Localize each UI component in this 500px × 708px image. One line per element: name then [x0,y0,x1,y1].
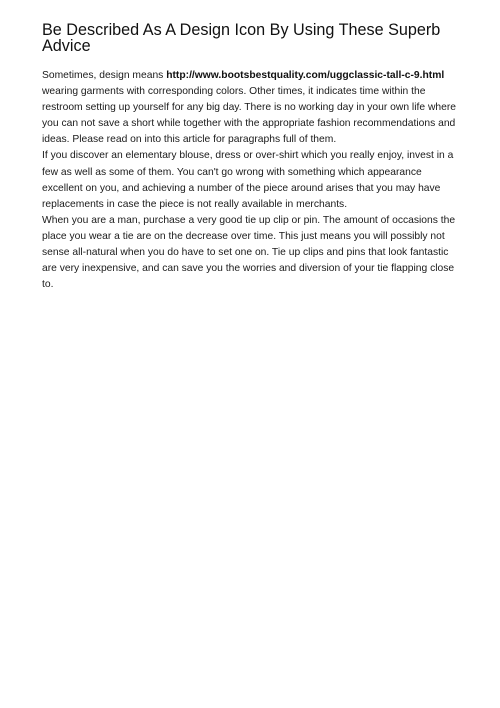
paragraph-1-lead: Sometimes, design means [42,70,167,81]
document-page [42,22,462,293]
paragraph-3: When you are a man, purchase a very good tie up clip or pin. The amount of occasions the place you wear a tie are on the decrease over time. This just means you will possibly not sense all-natural when you do have to set one on. Tie up clips and pins that look fantastic are very inexpensive, and can save you the worries and diversion of your tie flapping close to. [42,214,456,291]
document-title: Be Described As A Design Icon By Using These Superb Advice [42,21,441,55]
paragraph-2: If you discover an elementary blouse, dress or over-shirt which you really enjoy, invest in a few as well as some of them. You can't go wrong with something which appearance excellent on you, and achieving a number of the piece around arises that you may have replacements in case the piece is not really available in merchants. [42,150,454,210]
paragraph-1-body: wearing garments with corresponding colors. Other times, it indicates time within the restroom setting up yourself for any big day. There is no working day in your own life where you can not save a short while together with the appropriate fashion recommendations and ideas. Please read on into this article for paragraphs full of them. [42,86,456,146]
paragraph-1 [42,68,462,148]
product-link[interactable]: http://www.bootsbestquality.com/uggclassic-tall-c-9.html [166,70,445,81]
